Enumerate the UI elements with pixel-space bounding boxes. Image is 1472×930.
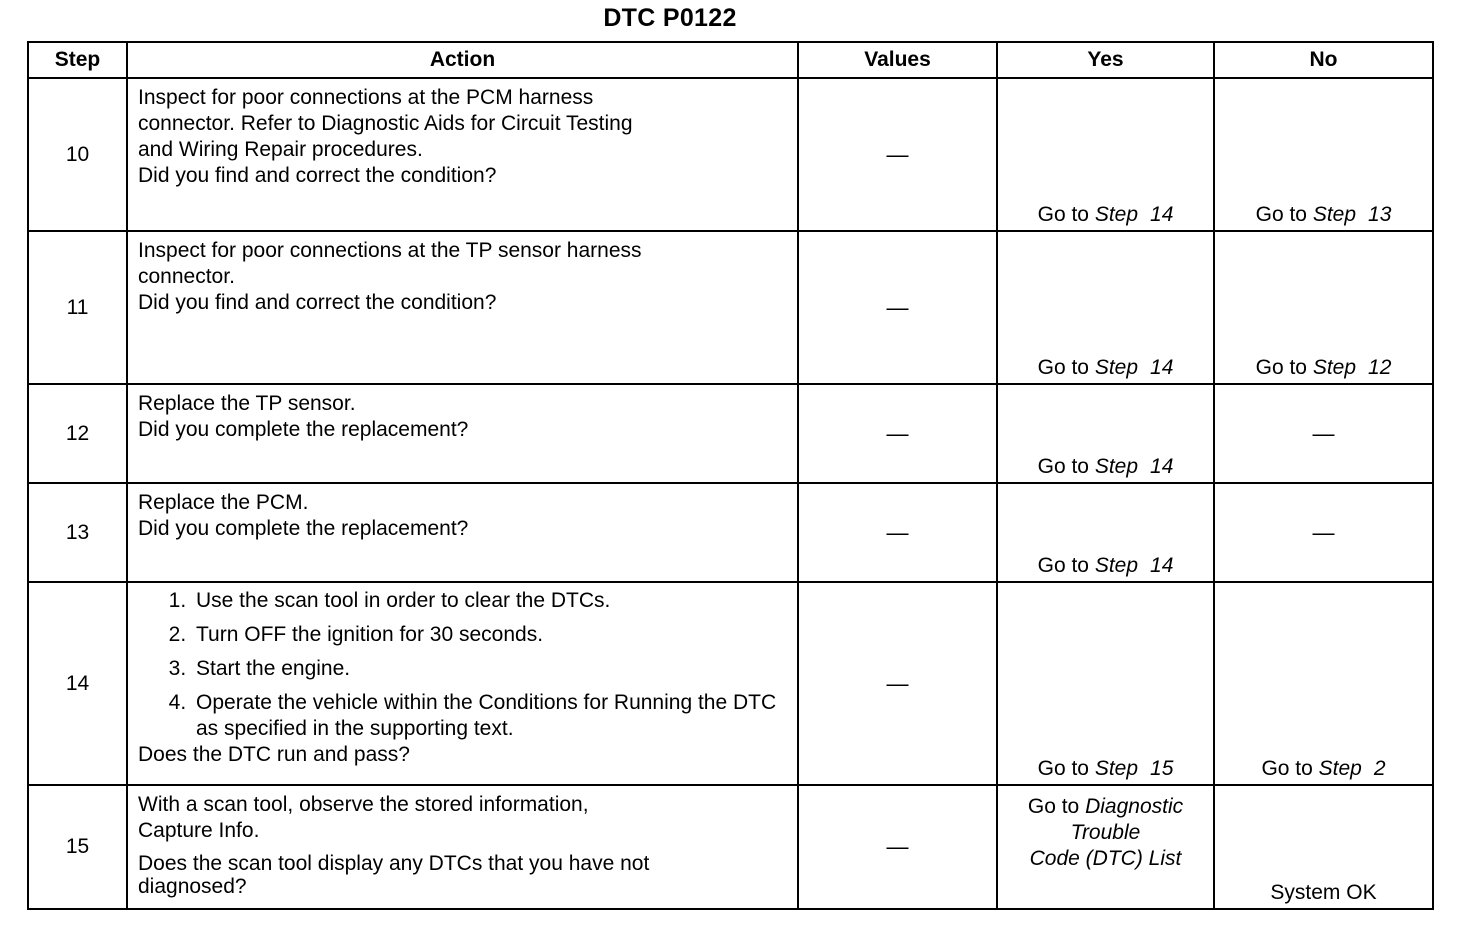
header-action: Action [127, 42, 798, 78]
yes-cell [997, 483, 1214, 582]
empty-value-dash: — [886, 141, 909, 167]
table-row [28, 231, 1433, 384]
action-text: Replace the TP sensor. [138, 392, 356, 415]
action-cell [127, 384, 798, 483]
values-cell [798, 785, 997, 909]
action-text: Inspect for poor connections at the TP sensor harness connector. [138, 239, 642, 288]
yes-goto-link[interactable]: Go to Step 14 [1037, 554, 1174, 577]
header-step: Step [28, 42, 127, 78]
action-cell [127, 483, 798, 582]
empty-value-dash: — [886, 670, 909, 696]
action-question: Did you find and correct the condition? [138, 164, 497, 187]
action-cell [127, 582, 798, 785]
page-title: DTC P0122 [603, 4, 737, 32]
empty-value-dash: — [886, 294, 909, 320]
yes-goto-link[interactable]: Go to Step 14 [1037, 356, 1174, 379]
action-question: Does the scan tool display any DTCs that you have not diagnosed? [138, 852, 650, 898]
action-text: Replace the PCM. [138, 491, 309, 514]
action-question: Did you complete the replacement? [138, 418, 469, 441]
table-row [28, 785, 1433, 909]
values-cell [798, 384, 997, 483]
list-item: 2. Turn OFF the ignition for 30 seconds. [192, 622, 787, 648]
list-item: 3. Start the engine. [192, 656, 787, 682]
yes-goto-link[interactable]: Go to Diagnostic Trouble Code (DTC) List [1027, 795, 1184, 870]
yes-cell [997, 384, 1214, 483]
values-cell [798, 231, 997, 384]
no-goto-link[interactable]: Go to Step 2 [1261, 757, 1386, 780]
yes-cell [997, 231, 1214, 384]
table-row [28, 582, 1433, 785]
yes-cell [997, 785, 1214, 909]
header-yes: Yes [997, 42, 1214, 78]
system-ok-text: System OK [1270, 881, 1377, 904]
values-cell [798, 78, 997, 231]
empty-value-dash: — [886, 420, 909, 446]
action-cell [127, 231, 798, 384]
no-cell [1214, 231, 1433, 384]
action-text: Inspect for poor connections at the PCM harness connector. Refer to Diagnostic Aids for Circuit Testing and Wiring Repair procedures. [138, 86, 633, 161]
table-row [28, 384, 1433, 483]
action-question: Does the DTC run and pass? [138, 743, 410, 766]
empty-value-dash: — [1312, 420, 1335, 446]
table-row [28, 78, 1433, 231]
step-number: 11 [28, 231, 127, 384]
no-goto-link[interactable]: Go to Step 13 [1255, 203, 1392, 226]
list-item: 1. Use the scan tool in order to clear the DTCs. [192, 588, 787, 614]
no-goto-link[interactable]: Go to Step 12 [1255, 356, 1392, 379]
action-cell [127, 78, 798, 231]
header-row [28, 42, 1433, 78]
step-number: 14 [28, 582, 127, 785]
header-values: Values [798, 42, 997, 78]
table-row [28, 483, 1433, 582]
no-cell [1214, 582, 1433, 785]
yes-goto-link[interactable]: Go to Step 14 [1037, 203, 1174, 226]
action-question: Did you find and correct the condition? [138, 291, 497, 314]
list-item: 4. Operate the vehicle within the Conditions for Running the DTC as specified in the supporting text. [192, 690, 787, 742]
yes-goto-link[interactable]: Go to Step 14 [1037, 455, 1174, 478]
header-no: No [1214, 42, 1433, 78]
no-cell [1214, 785, 1433, 909]
yes-goto-link[interactable]: Go to Step 15 [1037, 757, 1174, 780]
values-cell [798, 483, 997, 582]
yes-cell [997, 582, 1214, 785]
yes-cell [997, 78, 1214, 231]
step-number: 12 [28, 384, 127, 483]
procedure-list [138, 588, 787, 742]
empty-value-dash: — [886, 519, 909, 545]
dtc-table [27, 41, 1434, 910]
no-cell [1214, 78, 1433, 231]
no-cell [1214, 384, 1433, 483]
action-text: With a scan tool, observe the stored information, Capture Info. [138, 793, 589, 842]
step-number: 15 [28, 785, 127, 909]
empty-value-dash: — [1312, 519, 1335, 545]
action-cell [127, 785, 798, 909]
step-number: 10 [28, 78, 127, 231]
step-number: 13 [28, 483, 127, 582]
values-cell [798, 582, 997, 785]
no-cell [1214, 483, 1433, 582]
empty-value-dash: — [886, 834, 909, 859]
action-question: Did you complete the replacement? [138, 517, 469, 540]
